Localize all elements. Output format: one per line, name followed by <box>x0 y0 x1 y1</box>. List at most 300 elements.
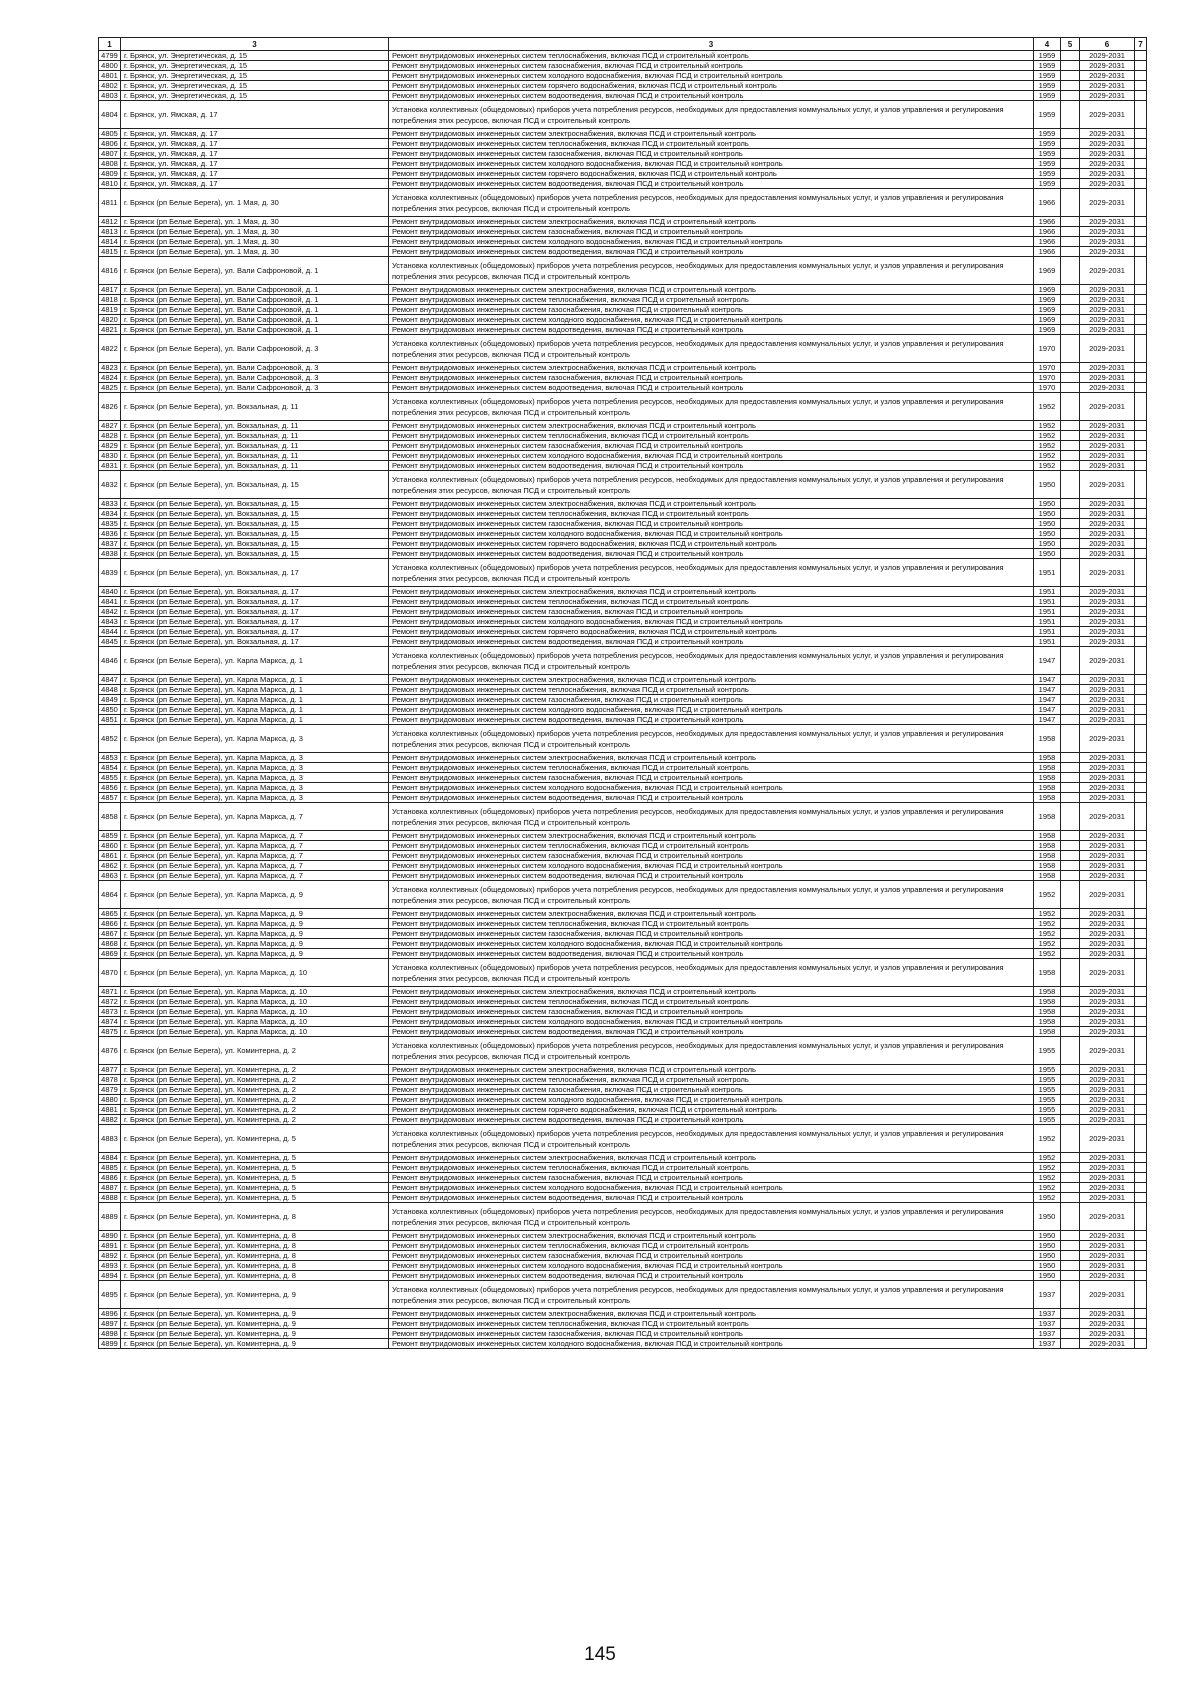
row-empty-col5 <box>1061 841 1080 851</box>
table-header-row <box>99 38 1147 51</box>
row-empty-col7 <box>1135 929 1147 939</box>
row-period: 2029-2031 <box>1080 1251 1135 1261</box>
row-number: 4866 <box>99 919 121 929</box>
row-year: 1955 <box>1034 1095 1061 1105</box>
table-row <box>99 695 1147 705</box>
row-period: 2029-2031 <box>1080 1153 1135 1163</box>
row-empty-col5 <box>1061 189 1080 217</box>
row-year: 1947 <box>1034 715 1061 725</box>
row-empty-col7 <box>1135 1193 1147 1203</box>
row-empty-col5 <box>1061 861 1080 871</box>
row-empty-col7 <box>1135 695 1147 705</box>
row-year: 1937 <box>1034 1281 1061 1309</box>
row-period: 2029-2031 <box>1080 1193 1135 1203</box>
row-period: 2029-2031 <box>1080 431 1135 441</box>
row-number: 4803 <box>99 91 121 101</box>
row-empty-col7 <box>1135 1261 1147 1271</box>
row-empty-col5 <box>1061 987 1080 997</box>
row-year: 1958 <box>1034 725 1061 753</box>
table-row <box>99 51 1147 61</box>
row-work-type: Ремонт внутридомовых инженерных систем холодного водоснабжения, включая ПСД и строительный контроль <box>389 861 1034 871</box>
row-address: г. Брянск (рп Белые Берега), ул. Вокзальная, д. 17 <box>121 597 389 607</box>
row-work-type: Ремонт внутридомовых инженерных систем электроснабжения, включая ПСД и строительный контроль <box>389 753 1034 763</box>
row-empty-col7 <box>1135 1017 1147 1027</box>
row-number: 4802 <box>99 81 121 91</box>
row-period: 2029-2031 <box>1080 1231 1135 1241</box>
row-year: 1952 <box>1034 461 1061 471</box>
row-period: 2029-2031 <box>1080 1173 1135 1183</box>
row-period: 2029-2031 <box>1080 725 1135 753</box>
table-row <box>99 803 1147 831</box>
row-period: 2029-2031 <box>1080 1329 1135 1339</box>
row-empty-col7 <box>1135 189 1147 217</box>
row-work-type: Ремонт внутридомовых инженерных систем водоотведения, включая ПСД и строительный контроль <box>389 179 1034 189</box>
row-year: 1958 <box>1034 753 1061 763</box>
table-row <box>99 441 1147 451</box>
row-address: г. Брянск (рп Белые Берега), ул. Карла Маркса, д. 1 <box>121 695 389 705</box>
table-row <box>99 159 1147 169</box>
row-period: 2029-2031 <box>1080 831 1135 841</box>
row-address: г. Брянск (рп Белые Берега), ул. Вокзальная, д. 11 <box>121 421 389 431</box>
row-address: г. Брянск (рп Белые Берега), ул. Карла Маркса, д. 3 <box>121 793 389 803</box>
row-number: 4881 <box>99 1105 121 1115</box>
row-year: 1947 <box>1034 675 1061 685</box>
row-year: 1958 <box>1034 841 1061 851</box>
row-empty-col5 <box>1061 763 1080 773</box>
row-empty-col5 <box>1061 1241 1080 1251</box>
row-period: 2029-2031 <box>1080 1125 1135 1153</box>
row-address: г. Брянск (рп Белые Берега), ул. Вокзальная, д. 15 <box>121 519 389 529</box>
row-period: 2029-2031 <box>1080 1203 1135 1231</box>
row-work-type: Ремонт внутридомовых инженерных систем газоснабжения, включая ПСД и строительный контроль <box>389 305 1034 315</box>
row-year: 1950 <box>1034 499 1061 509</box>
row-empty-col5 <box>1061 1125 1080 1153</box>
table-row <box>99 617 1147 627</box>
row-work-type: Ремонт внутридомовых инженерных систем теплоснабжения, включая ПСД и строительный контроль <box>389 509 1034 519</box>
row-period: 2029-2031 <box>1080 305 1135 315</box>
row-address: г. Брянск (рп Белые Берега), ул. 1 Мая, д. 30 <box>121 237 389 247</box>
row-work-type: Ремонт внутридомовых инженерных систем электроснабжения, включая ПСД и строительный контроль <box>389 987 1034 997</box>
row-period: 2029-2031 <box>1080 675 1135 685</box>
row-empty-col7 <box>1135 257 1147 285</box>
row-empty-col5 <box>1061 305 1080 315</box>
table-body <box>99 51 1147 1349</box>
table-row <box>99 597 1147 607</box>
row-period: 2029-2031 <box>1080 627 1135 637</box>
row-empty-col5 <box>1061 519 1080 529</box>
row-year: 1950 <box>1034 1203 1061 1231</box>
row-empty-col5 <box>1061 257 1080 285</box>
row-empty-col7 <box>1135 1231 1147 1241</box>
row-period: 2029-2031 <box>1080 325 1135 335</box>
row-empty-col7 <box>1135 431 1147 441</box>
row-work-type: Ремонт внутридомовых инженерных систем горячего водоснабжения, включая ПСД и строительный контроль <box>389 539 1034 549</box>
row-empty-col5 <box>1061 881 1080 909</box>
table-row <box>99 471 1147 499</box>
row-number: 4812 <box>99 217 121 227</box>
row-work-type: Ремонт внутридомовых инженерных систем электроснабжения, включая ПСД и строительный контроль <box>389 363 1034 373</box>
row-empty-col7 <box>1135 1075 1147 1085</box>
row-number: 4896 <box>99 1309 121 1319</box>
row-number: 4894 <box>99 1271 121 1281</box>
row-empty-col5 <box>1061 1339 1080 1349</box>
row-year: 1952 <box>1034 881 1061 909</box>
row-period: 2029-2031 <box>1080 871 1135 881</box>
row-year: 1958 <box>1034 831 1061 841</box>
row-number: 4819 <box>99 305 121 315</box>
row-empty-col7 <box>1135 959 1147 987</box>
row-period: 2029-2031 <box>1080 607 1135 617</box>
table-row <box>99 1037 1147 1065</box>
row-address: г. Брянск (рп Белые Берега), ул. Коминтерна, д. 5 <box>121 1193 389 1203</box>
row-empty-col5 <box>1061 753 1080 763</box>
row-year: 1952 <box>1034 919 1061 929</box>
row-work-type: Ремонт внутридомовых инженерных систем газоснабжения, включая ПСД и строительный контроль <box>389 1007 1034 1017</box>
row-period: 2029-2031 <box>1080 705 1135 715</box>
row-empty-col5 <box>1061 803 1080 831</box>
row-empty-col7 <box>1135 549 1147 559</box>
row-empty-col7 <box>1135 383 1147 393</box>
row-address: г. Брянск (рп Белые Берега), ул. Вокзальная, д. 11 <box>121 461 389 471</box>
row-period: 2029-2031 <box>1080 695 1135 705</box>
row-empty-col7 <box>1135 1183 1147 1193</box>
row-address: г. Брянск (рп Белые Берега), ул. Вали Сафроновой, д. 3 <box>121 363 389 373</box>
row-work-type: Установка коллективных (общедомовых) приборов учета потребления ресурсов, необходимых для предоставления коммунальных услуг, и узлов управления и регулирования потребления этих ресурсов, включая ПСД и строительный контроль <box>389 559 1034 587</box>
row-work-type: Установка коллективных (общедомовых) приборов учета потребления ресурсов, необходимых для предоставления коммунальных услуг, и узлов управления и регулирования потребления этих ресурсов, включая ПСД и строительный контроль <box>389 1037 1034 1065</box>
row-number: 4837 <box>99 539 121 549</box>
row-year: 1958 <box>1034 997 1061 1007</box>
row-period: 2029-2031 <box>1080 441 1135 451</box>
row-address: г. Брянск, ул. Энергетическая, д. 15 <box>121 61 389 71</box>
row-period: 2029-2031 <box>1080 851 1135 861</box>
row-empty-col5 <box>1061 559 1080 587</box>
row-period: 2029-2031 <box>1080 237 1135 247</box>
capital-repair-register-table <box>98 37 1147 1349</box>
row-number: 4811 <box>99 189 121 217</box>
row-empty-col5 <box>1061 1105 1080 1115</box>
row-year: 1950 <box>1034 1251 1061 1261</box>
row-period: 2029-2031 <box>1080 939 1135 949</box>
row-address: г. Брянск (рп Белые Берега), ул. Коминтерна, д. 9 <box>121 1309 389 1319</box>
row-empty-col7 <box>1135 101 1147 129</box>
row-period: 2029-2031 <box>1080 81 1135 91</box>
row-year: 1966 <box>1034 217 1061 227</box>
row-year: 1958 <box>1034 1007 1061 1017</box>
row-address: г. Брянск (рп Белые Берега), ул. Коминтерна, д. 9 <box>121 1281 389 1309</box>
row-period: 2029-2031 <box>1080 1085 1135 1095</box>
table-row <box>99 1241 1147 1251</box>
row-empty-col5 <box>1061 1261 1080 1271</box>
row-work-type: Ремонт внутридомовых инженерных систем электроснабжения, включая ПСД и строительный контроль <box>389 1231 1034 1241</box>
row-empty-col5 <box>1061 1203 1080 1231</box>
row-empty-col7 <box>1135 179 1147 189</box>
row-period: 2029-2031 <box>1080 1183 1135 1193</box>
row-year: 1947 <box>1034 695 1061 705</box>
row-work-type: Ремонт внутридомовых инженерных систем газоснабжения, включая ПСД и строительный контроль <box>389 1251 1034 1261</box>
row-empty-col5 <box>1061 295 1080 305</box>
row-empty-col7 <box>1135 227 1147 237</box>
row-period: 2029-2031 <box>1080 1309 1135 1319</box>
row-address: г. Брянск (рп Белые Берега), ул. Коминтерна, д. 8 <box>121 1231 389 1241</box>
row-work-type: Ремонт внутридомовых инженерных систем газоснабжения, включая ПСД и строительный контроль <box>389 607 1034 617</box>
row-number: 4871 <box>99 987 121 997</box>
row-empty-col7 <box>1135 1007 1147 1017</box>
row-address: г. Брянск (рп Белые Берега), ул. Вокзальная, д. 15 <box>121 539 389 549</box>
row-work-type: Ремонт внутридомовых инженерных систем теплоснабжения, включая ПСД и строительный контроль <box>389 1319 1034 1329</box>
row-work-type: Ремонт внутридомовых инженерных систем газоснабжения, включая ПСД и строительный контроль <box>389 519 1034 529</box>
header-cell-number: 1 <box>99 38 121 51</box>
table-row <box>99 997 1147 1007</box>
row-number: 4824 <box>99 373 121 383</box>
row-empty-col5 <box>1061 471 1080 499</box>
row-empty-col5 <box>1061 101 1080 129</box>
row-year: 1958 <box>1034 763 1061 773</box>
row-work-type: Ремонт внутридомовых инженерных систем холодного водоснабжения, включая ПСД и строительный контроль <box>389 705 1034 715</box>
row-empty-col7 <box>1135 373 1147 383</box>
row-number: 4814 <box>99 237 121 247</box>
table-row <box>99 81 1147 91</box>
row-empty-col5 <box>1061 217 1080 227</box>
table-row <box>99 431 1147 441</box>
row-empty-col5 <box>1061 1319 1080 1329</box>
row-number: 4878 <box>99 1075 121 1085</box>
row-period: 2029-2031 <box>1080 139 1135 149</box>
row-year: 1966 <box>1034 227 1061 237</box>
table-row <box>99 101 1147 129</box>
row-empty-col5 <box>1061 1017 1080 1027</box>
row-address: г. Брянск (рп Белые Берега), ул. Карла Маркса, д. 3 <box>121 783 389 793</box>
row-number: 4876 <box>99 1037 121 1065</box>
row-address: г. Брянск (рп Белые Берега), ул. Вокзальная, д. 15 <box>121 509 389 519</box>
row-empty-col5 <box>1061 725 1080 753</box>
row-address: г. Брянск (рп Белые Берега), ул. Коминтерна, д. 2 <box>121 1115 389 1125</box>
row-period: 2029-2031 <box>1080 227 1135 237</box>
row-address: г. Брянск (рп Белые Берега), ул. Коминтерна, д. 9 <box>121 1339 389 1349</box>
row-period: 2029-2031 <box>1080 587 1135 597</box>
row-work-type: Ремонт внутридомовых инженерных систем холодного водоснабжения, включая ПСД и строительный контроль <box>389 1095 1034 1105</box>
row-work-type: Ремонт внутридомовых инженерных систем водоотведения, включая ПСД и строительный контроль <box>389 1027 1034 1037</box>
row-empty-col7 <box>1135 861 1147 871</box>
row-number: 4838 <box>99 549 121 559</box>
row-empty-col7 <box>1135 675 1147 685</box>
row-period: 2029-2031 <box>1080 803 1135 831</box>
row-address: г. Брянск, ул. Ямская, д. 17 <box>121 101 389 129</box>
row-empty-col5 <box>1061 1271 1080 1281</box>
row-year: 1969 <box>1034 315 1061 325</box>
row-empty-col5 <box>1061 1095 1080 1105</box>
row-year: 1952 <box>1034 1193 1061 1203</box>
table-row <box>99 1153 1147 1163</box>
row-period: 2029-2031 <box>1080 783 1135 793</box>
row-work-type: Установка коллективных (общедомовых) приборов учета потребления ресурсов, необходимых для предоставления коммунальных услуг, и узлов управления и регулирования потребления этих ресурсов, включая ПСД и строительный контроль <box>389 725 1034 753</box>
row-empty-col7 <box>1135 1085 1147 1095</box>
row-work-type: Установка коллективных (общедомовых) приборов учета потребления ресурсов, необходимых для предоставления коммунальных услуг, и узлов управления и регулирования потребления этих ресурсов, включая ПСД и строительный контроль <box>389 335 1034 363</box>
row-year: 1952 <box>1034 451 1061 461</box>
row-work-type: Ремонт внутридомовых инженерных систем холодного водоснабжения, включая ПСД и строительный контроль <box>389 237 1034 247</box>
row-number: 4857 <box>99 793 121 803</box>
table-row <box>99 1085 1147 1095</box>
row-number: 4820 <box>99 315 121 325</box>
row-year: 1952 <box>1034 441 1061 451</box>
row-period: 2029-2031 <box>1080 793 1135 803</box>
row-work-type: Ремонт внутридомовых инженерных систем холодного водоснабжения, включая ПСД и строительный контроль <box>389 529 1034 539</box>
row-address: г. Брянск (рп Белые Берега), ул. Карла Маркса, д. 1 <box>121 705 389 715</box>
row-number: 4880 <box>99 1095 121 1105</box>
row-work-type: Ремонт внутридомовых инженерных систем водоотведения, включая ПСД и строительный контроль <box>389 549 1034 559</box>
row-address: г. Брянск, ул. Ямская, д. 17 <box>121 169 389 179</box>
row-work-type: Ремонт внутридомовых инженерных систем электроснабжения, включая ПСД и строительный контроль <box>389 129 1034 139</box>
row-empty-col5 <box>1061 227 1080 237</box>
row-period: 2029-2031 <box>1080 881 1135 909</box>
row-year: 1970 <box>1034 335 1061 363</box>
row-empty-col5 <box>1061 909 1080 919</box>
row-address: г. Брянск (рп Белые Берега), ул. Вокзальная, д. 17 <box>121 607 389 617</box>
row-empty-col7 <box>1135 315 1147 325</box>
row-number: 4835 <box>99 519 121 529</box>
row-number: 4887 <box>99 1183 121 1193</box>
row-year: 1970 <box>1034 373 1061 383</box>
row-empty-col7 <box>1135 753 1147 763</box>
table-row <box>99 91 1147 101</box>
row-address: г. Брянск (рп Белые Берега), ул. Вали Сафроновой, д. 1 <box>121 315 389 325</box>
row-address: г. Брянск (рп Белые Берега), ул. Карла Маркса, д. 7 <box>121 851 389 861</box>
table-row <box>99 607 1147 617</box>
row-year: 1959 <box>1034 101 1061 129</box>
row-period: 2029-2031 <box>1080 1075 1135 1085</box>
row-empty-col5 <box>1061 997 1080 1007</box>
row-address: г. Брянск (рп Белые Берега), ул. Вокзальная, д. 11 <box>121 441 389 451</box>
row-empty-col7 <box>1135 305 1147 315</box>
table-row <box>99 1281 1147 1309</box>
row-address: г. Брянск (рп Белые Берега), ул. Карла Маркса, д. 10 <box>121 1027 389 1037</box>
row-empty-col5 <box>1061 1075 1080 1085</box>
row-work-type: Установка коллективных (общедомовых) приборов учета потребления ресурсов, необходимых для предоставления коммунальных услуг, и узлов управления и регулирования потребления этих ресурсов, включая ПСД и строительный контроль <box>389 881 1034 909</box>
row-empty-col5 <box>1061 383 1080 393</box>
row-year: 1947 <box>1034 647 1061 675</box>
row-work-type: Ремонт внутридомовых инженерных систем электроснабжения, включая ПСД и строительный контроль <box>389 675 1034 685</box>
row-work-type: Установка коллективных (общедомовых) приборов учета потребления ресурсов, необходимых для предоставления коммунальных услуг, и узлов управления и регулирования потребления этих ресурсов, включая ПСД и строительный контроль <box>389 647 1034 675</box>
table-row <box>99 363 1147 373</box>
row-work-type: Ремонт внутридомовых инженерных систем теплоснабжения, включая ПСД и строительный контроль <box>389 685 1034 695</box>
header-cell-address: 3 <box>121 38 389 51</box>
row-address: г. Брянск (рп Белые Берега), ул. Вокзальная, д. 11 <box>121 431 389 441</box>
row-number: 4831 <box>99 461 121 471</box>
row-empty-col7 <box>1135 61 1147 71</box>
row-year: 1959 <box>1034 81 1061 91</box>
row-year: 1952 <box>1034 1173 1061 1183</box>
row-address: г. Брянск (рп Белые Берега), ул. Вокзальная, д. 11 <box>121 393 389 421</box>
table-row <box>99 919 1147 929</box>
row-number: 4832 <box>99 471 121 499</box>
row-work-type: Установка коллективных (общедомовых) приборов учета потребления ресурсов, необходимых для предоставления коммунальных услуг, и узлов управления и регулирования потребления этих ресурсов, включая ПСД и строительный контроль <box>389 1203 1034 1231</box>
row-work-type: Установка коллективных (общедомовых) приборов учета потребления ресурсов, необходимых для предоставления коммунальных услуг, и узлов управления и регулирования потребления этих ресурсов, включая ПСД и строительный контроль <box>389 1125 1034 1153</box>
row-year: 1959 <box>1034 61 1061 71</box>
row-work-type: Ремонт внутридомовых инженерных систем водоотведения, включая ПСД и строительный контроль <box>389 871 1034 881</box>
row-work-type: Ремонт внутридомовых инженерных систем газоснабжения, включая ПСД и строительный контроль <box>389 773 1034 783</box>
table-row <box>99 325 1147 335</box>
row-number: 4815 <box>99 247 121 257</box>
row-work-type: Установка коллективных (общедомовых) приборов учета потребления ресурсов, необходимых для предоставления коммунальных услуг, и узлов управления и регулирования потребления этих ресурсов, включая ПСД и строительный контроль <box>389 1281 1034 1309</box>
row-year: 1951 <box>1034 559 1061 587</box>
row-period: 2029-2031 <box>1080 909 1135 919</box>
table-row <box>99 587 1147 597</box>
table-row <box>99 129 1147 139</box>
row-address: г. Брянск (рп Белые Берега), ул. Карла Маркса, д. 9 <box>121 919 389 929</box>
row-empty-col7 <box>1135 71 1147 81</box>
row-empty-col5 <box>1061 949 1080 959</box>
row-period: 2029-2031 <box>1080 1017 1135 1027</box>
row-number: 4830 <box>99 451 121 461</box>
table-row <box>99 793 1147 803</box>
row-period: 2029-2031 <box>1080 549 1135 559</box>
row-period: 2029-2031 <box>1080 1095 1135 1105</box>
page-number: 145 <box>584 1644 616 1665</box>
row-empty-col7 <box>1135 519 1147 529</box>
row-number: 4816 <box>99 257 121 285</box>
row-address: г. Брянск (рп Белые Берега), ул. Карла Маркса, д. 3 <box>121 753 389 763</box>
row-empty-col7 <box>1135 715 1147 725</box>
row-address: г. Брянск (рп Белые Берега), ул. Вокзальная, д. 17 <box>121 637 389 647</box>
row-number: 4898 <box>99 1329 121 1339</box>
row-address: г. Брянск (рп Белые Берега), ул. Коминтерна, д. 5 <box>121 1125 389 1153</box>
row-number: 4874 <box>99 1017 121 1027</box>
row-work-type: Ремонт внутридомовых инженерных систем горячего водоснабжения, включая ПСД и строительный контроль <box>389 169 1034 179</box>
row-empty-col7 <box>1135 451 1147 461</box>
header-cell-period: 6 <box>1080 38 1135 51</box>
row-period: 2029-2031 <box>1080 335 1135 363</box>
row-empty-col5 <box>1061 1027 1080 1037</box>
row-address: г. Брянск (рп Белые Берега), ул. Вали Сафроновой, д. 1 <box>121 285 389 295</box>
row-address: г. Брянск (рп Белые Берега), ул. Коминтерна, д. 9 <box>121 1329 389 1339</box>
row-empty-col7 <box>1135 1115 1147 1125</box>
row-empty-col5 <box>1061 939 1080 949</box>
row-period: 2029-2031 <box>1080 393 1135 421</box>
row-work-type: Ремонт внутридомовых инженерных систем теплоснабжения, включая ПСД и строительный контроль <box>389 431 1034 441</box>
row-work-type: Ремонт внутридомовых инженерных систем теплоснабжения, включая ПСД и строительный контроль <box>389 597 1034 607</box>
row-empty-col7 <box>1135 909 1147 919</box>
row-number: 4865 <box>99 909 121 919</box>
row-work-type: Ремонт внутридомовых инженерных систем теплоснабжения, включая ПСД и строительный контроль <box>389 1075 1034 1085</box>
table-row <box>99 949 1147 959</box>
row-empty-col5 <box>1061 715 1080 725</box>
row-number: 4801 <box>99 71 121 81</box>
row-year: 1958 <box>1034 773 1061 783</box>
row-year: 1950 <box>1034 519 1061 529</box>
row-empty-col5 <box>1061 793 1080 803</box>
row-year: 1952 <box>1034 1153 1061 1163</box>
row-address: г. Брянск (рп Белые Берега), ул. Коминтерна, д. 5 <box>121 1183 389 1193</box>
table-row <box>99 773 1147 783</box>
row-number: 4893 <box>99 1261 121 1271</box>
row-period: 2029-2031 <box>1080 373 1135 383</box>
row-empty-col5 <box>1061 627 1080 637</box>
row-period: 2029-2031 <box>1080 519 1135 529</box>
row-number: 4839 <box>99 559 121 587</box>
row-year: 1947 <box>1034 705 1061 715</box>
row-address: г. Брянск (рп Белые Берега), ул. Карла Маркса, д. 7 <box>121 861 389 871</box>
row-empty-col7 <box>1135 159 1147 169</box>
row-address: г. Брянск (рп Белые Берега), ул. 1 Мая, д. 30 <box>121 247 389 257</box>
row-number: 4861 <box>99 851 121 861</box>
row-period: 2029-2031 <box>1080 539 1135 549</box>
row-work-type: Ремонт внутридомовых инженерных систем холодного водоснабжения, включая ПСД и строительный контроль <box>389 451 1034 461</box>
table-row <box>99 1203 1147 1231</box>
row-number: 4821 <box>99 325 121 335</box>
row-work-type: Ремонт внутридомовых инженерных систем электроснабжения, включая ПСД и строительный контроль <box>389 1153 1034 1163</box>
row-period: 2029-2031 <box>1080 1065 1135 1075</box>
table-row <box>99 831 1147 841</box>
row-work-type: Ремонт внутридомовых инженерных систем холодного водоснабжения, включая ПСД и строительный контроль <box>389 939 1034 949</box>
